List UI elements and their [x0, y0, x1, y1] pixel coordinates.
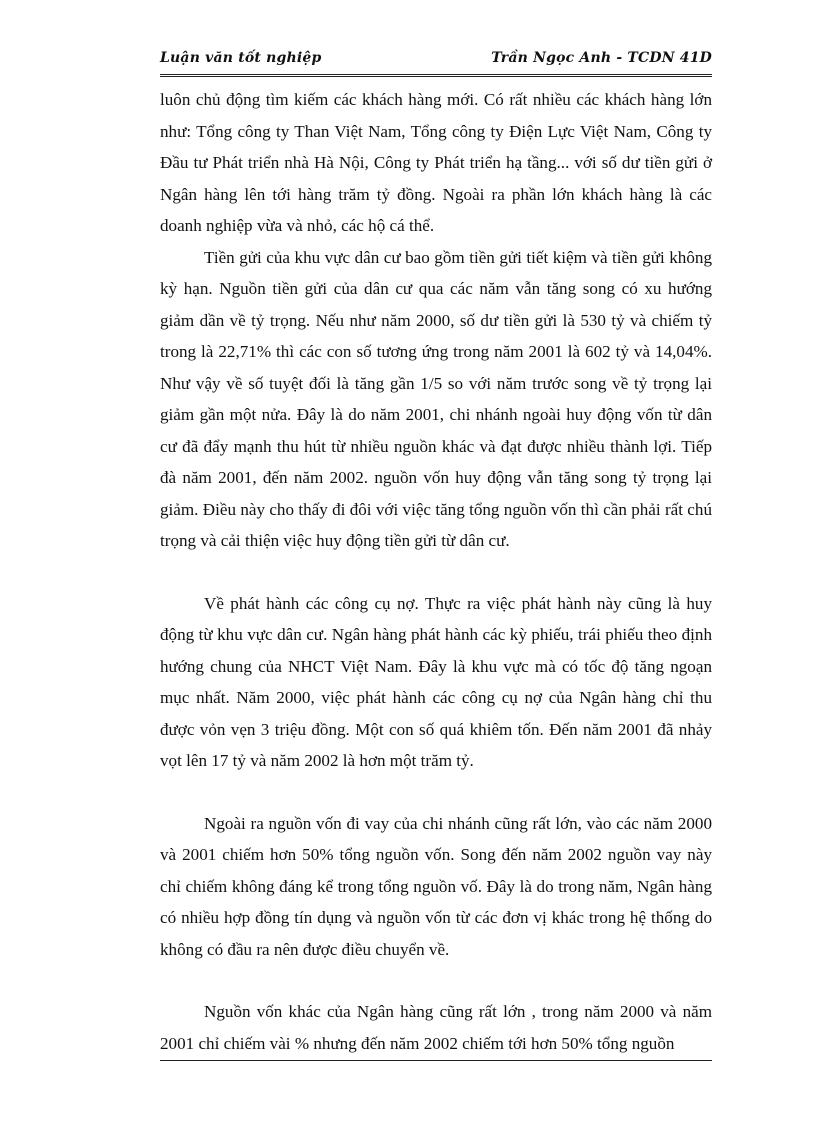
paragraph-household-deposits: Tiền gửi của khu vực dân cư bao gồm tiền gửi tiết kiệm và tiền gửi không kỳ hạn. Nguồn tiền gửi của dân cư qua các năm vẫn tăng song có xu hướng giảm dần về tỷ trọng. Nếu như năm 2000, số dư tiền gửi là 530 tỷ và chiếm tỷ trong là 22,71% thì các con số tương ứng trong năm 2001 là 602 tỷ và 14,04%. Như vậy về số tuyệt đối là tăng gần 1/5 so với năm trước song về tỷ trọng lại giảm gần một nửa. Đây là do năm 2001, chi nhánh ngoài huy động vốn từ dân cư đã đẩy mạnh thu hút từ nhiều nguồn khác và đạt được nhiều thành lợi. Tiếp đà năm 2001, đến năm 2002. nguồn vốn huy động vẫn tăng song tỷ trọng lại giảm. Điều này cho thấy đi đôi với việc tăng tổng nguồn vốn thì cần phải rất chú trọng và cải thiện việc huy động tiền gửi từ dân cư.: [160, 247, 712, 550]
header-author: Trần Ngọc Anh - TCDN 41D: [491, 50, 712, 66]
footer-divider: [160, 1060, 712, 1061]
paragraph-borrowed-capital: Ngoài ra nguồn vốn đi vay của chi nhánh cũng rất lớn, vào các năm 2000 và 2001 chiếm hơn 50% tổng nguồn vốn. Song đến năm 2002 nguồn vay này chỉ chiếm không đáng kể trong tổng nguồn vố. Đây là do trong năm, Ngân hàng có nhiều hợp đồng tín dụng và nguồn vốn từ các đơn vị khác trong hệ thống do không có đầu ra nên được điều chuyển về.: [160, 813, 712, 959]
page-header: [160, 48, 712, 77]
paragraph-debt-instruments: Về phát hành các công cụ nợ. Thực ra việc phát hành này cũng là huy động từ khu vực dân cư. Ngân hàng phát hành các kỳ phiếu, trái phiếu theo định hướng chung của NHCT Việt Nam. Đây là khu vực mà có tốc độ tăng ngoạn mục nhất. Năm 2000, việc phát hành các công cụ nợ của Ngân hàng chỉ thu được vỏn vẹn 3 triệu đồng. Một con số quá khiêm tốn. Đến năm 2001 đã nhảy vọt lên 17 tỷ và năm 2002 là hơn một trăm tỷ.: [160, 593, 712, 770]
paragraph-continuation: luôn chủ động tìm kiếm các khách hàng mới. Có rất nhiều các khách hàng lớn như: Tổng công ty Than Việt Nam, Tổng công ty Điện Lực Việt Nam, Công ty Đầu tư Phát triển nhà Hà Nội, Công ty Phát triển hạ tầng... với số dư tiền gửi ở Ngân hàng lên tới hàng trăm tỷ đồng. Ngoài ra phần lớn khách hàng là các doanh nghiệp vừa và nhỏ, các hộ cá thể.: [160, 90, 712, 235]
paragraph-other-capital: Nguồn vốn khác của Ngân hàng cũng rất lớn , trong năm 2000 và năm 2001 chỉ chiếm vài % nhưng đến năm 2002 chiếm tới hơn 50% tổng nguồn: [160, 1002, 712, 1053]
document-body: [160, 84, 712, 1059]
header-thesis-title: Luận văn tốt nghiệp: [160, 50, 322, 66]
